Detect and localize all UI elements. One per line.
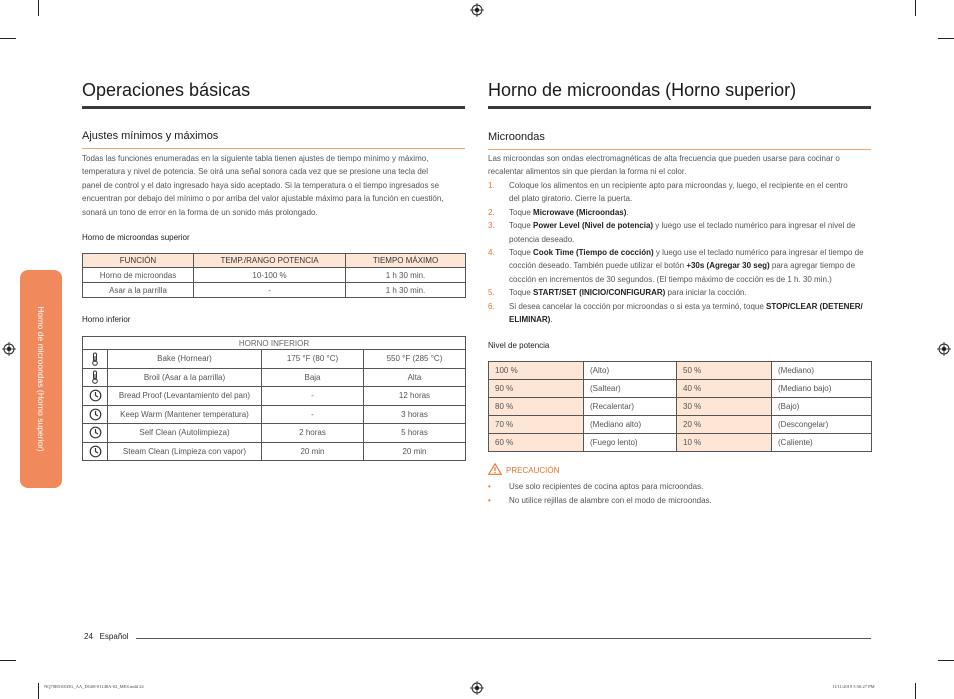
step-text: Toque [509, 288, 534, 298]
power-percent: 10 % [677, 434, 772, 452]
text-line: recalentar alimentos sin que pierdan la forma ni el color. [488, 167, 687, 177]
step-button-name: START/SET (INICIO/CONFIGURAR) [533, 288, 666, 298]
table-cell: 3 horas [364, 405, 466, 424]
column-header: TEMP./RANGO POTENCIA [194, 254, 346, 268]
power-percent: 100 % [489, 362, 584, 380]
table-caption: HORNO INFERIOR [83, 337, 466, 350]
table-cell: Steam Clean (Limpieza con vapor) [108, 442, 262, 461]
power-description: (Caliente) [772, 434, 872, 452]
page-number: 24 [84, 632, 93, 641]
power-percent: 30 % [677, 398, 772, 416]
intro-paragraph [82, 152, 472, 219]
step-number: 3. [488, 221, 495, 231]
step-item [488, 300, 878, 327]
power-description: (Descongelar) [772, 416, 872, 434]
crop-mark [38, 0, 39, 16]
registration-mark-icon [937, 342, 951, 356]
step-number: 2. [488, 207, 495, 217]
step-item [488, 179, 878, 206]
registration-mark-icon [470, 3, 484, 17]
step-line [509, 179, 878, 192]
power-description: (Bajo) [772, 398, 872, 416]
table-row [83, 405, 466, 424]
table-row [83, 387, 466, 406]
step-text: . [550, 315, 553, 325]
table-row [83, 424, 466, 443]
instruction-steps [488, 179, 878, 326]
power-description: (Alto) [584, 362, 677, 380]
table-cell: - [262, 405, 364, 424]
power-level-table [488, 361, 872, 452]
step-item [488, 219, 878, 246]
column-header: FUNCIÓN [83, 254, 194, 268]
step-text: Si desea cancelar la cocción por microondas o si esta ya terminó, toque [509, 301, 767, 311]
table-cell: Baja [262, 368, 364, 387]
table-cell: 12 horas [364, 387, 466, 406]
crop-mark [915, 683, 916, 699]
column-header: TIEMPO MÁXIMO [346, 254, 466, 268]
title-rule [82, 106, 465, 109]
power-percent: 60 % [489, 434, 584, 452]
table-cell: Horno de microondas [83, 268, 194, 283]
footer-rule [136, 638, 871, 639]
upper-oven-label: Horno de microondas superior [82, 233, 190, 242]
step-line [509, 219, 878, 232]
table-cell: 2 horas [262, 424, 364, 443]
step-text: del plato giratorio. Cierre la puerta. [509, 194, 633, 204]
caution-heading [488, 463, 559, 477]
registration-mark-icon [470, 681, 484, 695]
step-text: para iniciar la cocción. [665, 288, 747, 298]
table-cell: - [194, 283, 346, 298]
table-cell: 550 °F (285 °C) [364, 350, 466, 369]
crop-mark [0, 660, 16, 661]
step-button-name: +30s (Agregar 30 seg) [686, 261, 770, 271]
table-cell: 175 °F (80 °C) [262, 350, 364, 369]
table-row [83, 350, 466, 369]
step-number: 6. [488, 301, 495, 311]
table-cell: 1 h 30 min. [346, 283, 466, 298]
step-line [509, 286, 878, 299]
lower-oven-table [82, 336, 466, 461]
power-percent: 40 % [677, 380, 772, 398]
step-text: Coloque los alimentos en un recipiente apto para microondas y, luego, el recipiente en el centro [509, 181, 848, 190]
table-row [489, 380, 872, 398]
table-row [489, 434, 872, 452]
crop-mark [938, 660, 954, 661]
clock-icon [83, 442, 108, 461]
table-row [83, 268, 466, 283]
step-line [509, 233, 878, 246]
warning-triangle-icon [488, 463, 502, 477]
step-button-name: ELIMINAR) [509, 315, 551, 325]
step-text: para agregar tiempo de [769, 261, 856, 271]
text-line: panel de control y el dato ingresado haya sido aceptado. Si la temperatura o el tiempo ingresados se [82, 180, 440, 190]
side-tab-label: Horno de microondas (Horno superior) [36, 306, 46, 452]
text-line: sonará un tono de error en la forma de un sonido más prolongado. [82, 207, 318, 217]
crop-mark [38, 683, 39, 699]
section-title: Microondas [488, 131, 545, 143]
print-slug: NQ70R5301DG_AA_DG68-01148A-02_MES.indd 24 [44, 684, 144, 689]
text-line: temperatura y nivel de potencia. Se oirá una señal sonora cada vez que se presione una tecla del [82, 167, 428, 177]
table-header-row [83, 254, 466, 268]
table-cell: 20 min [364, 442, 466, 461]
table-row [489, 398, 872, 416]
upper-oven-table [82, 253, 466, 298]
section-rule [488, 149, 871, 150]
section-title: Ajustes mínimos y máximos [82, 130, 219, 142]
page-title: Operaciones básicas [82, 80, 251, 100]
table-cell: 1 h 30 min. [346, 268, 466, 283]
step-text: y luego use el teclado numérico para ingresar el nivel de [653, 221, 856, 231]
table-row [489, 362, 872, 380]
step-text: potencia deseado. [509, 234, 575, 244]
power-percent: 50 % [677, 362, 772, 380]
step-text: cocción deseado. También puede utilizar el botón [509, 261, 687, 271]
step-line [509, 273, 878, 286]
step-line [509, 192, 878, 205]
power-description: (Mediano alto) [584, 416, 677, 434]
page-footer [84, 632, 129, 641]
table-cell: 20 min [262, 442, 364, 461]
power-percent: 70 % [489, 416, 584, 434]
table-cell: 5 horas [364, 424, 466, 443]
table-cell: 10-100 % [194, 268, 346, 283]
thermometer-icon [83, 350, 108, 369]
step-text: . [626, 207, 629, 217]
crop-mark [0, 38, 16, 39]
step-line [509, 300, 878, 313]
step-button-name: STOP/CLEAR (DETENER/ [766, 301, 863, 311]
table-row [489, 416, 872, 434]
step-item [488, 246, 878, 286]
intro-paragraph [488, 152, 878, 179]
table-row [83, 283, 466, 298]
table-cell: Self Clean (Autolimpieza) [108, 424, 262, 443]
table-row [83, 442, 466, 461]
list-item: • No utilice rejillas de alambre con el modo de microondas. [488, 494, 878, 508]
registration-mark-icon [2, 342, 16, 356]
print-timestamp: 11/11/2019 5:56:27 PM [832, 684, 875, 689]
crop-mark [938, 38, 954, 39]
power-description: (Mediano) [772, 362, 872, 380]
step-button-name: Microwave (Microondas) [533, 207, 627, 217]
table-cell: - [262, 387, 364, 406]
text-line: Las microondas son ondas electromagnéticas de alta frecuencia que pueden usarse para cocinar o [488, 154, 840, 163]
power-level-label: Nivel de potencia [488, 341, 550, 350]
table-cell: Bake (Hornear) [108, 350, 262, 369]
caution-label: PRECAUCIÓN [506, 465, 560, 475]
table-row [83, 368, 466, 387]
step-number: 5. [488, 288, 495, 298]
text-line: Todas las funciones enumeradas en la siguiente tabla tienen ajustes de tiempo mínimo y máximo, [82, 154, 429, 163]
step-button-name: Power Level (Nivel de potencia) [533, 221, 654, 231]
table-cell: Keep Warm (Mantener temperatura) [108, 405, 262, 424]
crop-mark [915, 0, 916, 16]
lower-oven-label: Horno inferior [82, 315, 131, 324]
list-item: • Use solo recipientes de cocina aptos para microondas. [488, 480, 878, 494]
step-line [509, 313, 878, 326]
step-button-name: Cook Time (Tiempo de cocción) [533, 248, 654, 258]
step-text: Toque [509, 221, 534, 231]
clock-icon [83, 405, 108, 424]
power-description: (Mediano bajo) [772, 380, 872, 398]
step-item [488, 286, 878, 299]
step-text: cocción en incrementos de 30 segundos. (El tiempo máximo de cocción es de 1 h. 30 min.) [509, 274, 832, 284]
section-rule [82, 148, 465, 149]
power-description: (Recalentar) [584, 398, 677, 416]
caution-list [488, 480, 878, 507]
power-description: (Fuego lento) [584, 434, 677, 452]
step-line [509, 246, 878, 259]
power-description: (Saltear) [584, 380, 677, 398]
thermometer-icon [83, 368, 108, 387]
step-item [488, 206, 878, 219]
step-text: Toque [509, 248, 534, 258]
clock-icon [83, 424, 108, 443]
page-title: Horno de microondas (Horno superior) [488, 80, 797, 100]
table-cell: Alta [364, 368, 466, 387]
title-rule [488, 106, 871, 109]
table-caption-row [83, 337, 466, 350]
step-text: y luego use el teclado numérico para ingresar el tiempo de [653, 248, 864, 258]
power-percent: 90 % [489, 380, 584, 398]
table-cell: Bread Proof (Levantamiento del pan) [108, 387, 262, 406]
step-line [509, 206, 878, 219]
step-line [509, 259, 878, 272]
power-percent: 20 % [677, 416, 772, 434]
text-line: encuentran por debajo del mínimo o por arriba del valor ajustable máximo para la función en cuestión, [82, 194, 444, 204]
power-percent: 80 % [489, 398, 584, 416]
step-text: Toque [509, 207, 534, 217]
table-cell: Asar a la parrilla [83, 283, 194, 298]
step-number: 4. [488, 248, 495, 258]
table-cell: Broil (Asar a la parrilla) [108, 368, 262, 387]
step-number: 1. [488, 181, 495, 190]
section-side-tab [20, 270, 62, 488]
footer-language: Español [99, 632, 129, 641]
clock-icon [83, 387, 108, 406]
